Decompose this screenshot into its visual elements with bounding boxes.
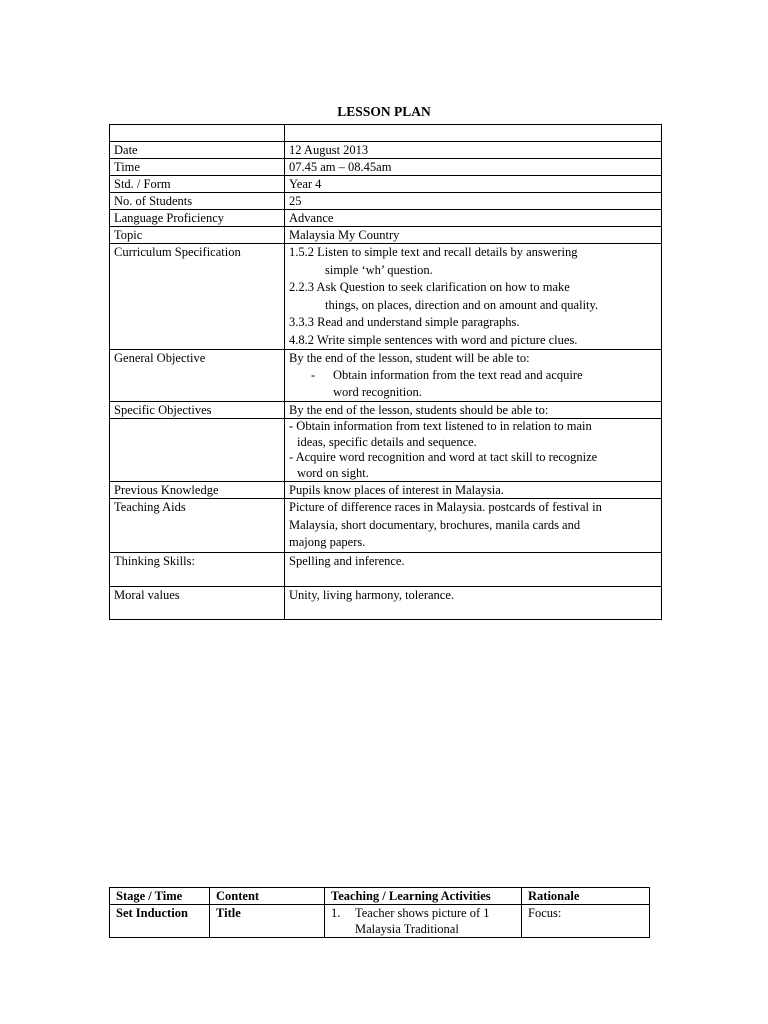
row-label: Teaching Aids	[110, 499, 285, 553]
table-row-previous-knowledge	[110, 482, 662, 499]
row-value: Malaysia My Country	[285, 227, 662, 244]
curriculum-item	[289, 314, 657, 332]
stage-cell: Set Induction	[110, 905, 210, 938]
curriculum-item-text: 3.3.3 Read and understand simple paragraphs.	[289, 315, 520, 329]
row-value: Spelling and inference.	[285, 552, 662, 586]
curriculum-item-text: 2.2.3 Ask Question to seek clarification on how to make	[289, 280, 570, 294]
curriculum-item-text: simple ‘wh’ question.	[325, 262, 433, 277]
row-value: 25	[285, 193, 662, 210]
curriculum-item-text: 4.8.2 Write simple sentences with word and picture clues.	[289, 332, 578, 347]
table-row-topic	[110, 227, 662, 244]
bullet-text: Obtain information from the text read and acquire	[333, 368, 583, 382]
row-value: Advance	[285, 210, 662, 227]
row-value: Year 4	[285, 176, 662, 193]
teaching-aids-line: Malaysia, short documentary, brochures, manila cards and	[289, 517, 581, 532]
row-label: Specific Objectives	[110, 402, 285, 419]
empty-cell	[110, 419, 285, 482]
objective-item: - Acquire word recognition and word at tact skill to recognize	[289, 450, 598, 464]
specific-objectives-intro: By the end of the lesson, students should be able to:	[285, 402, 662, 419]
row-label: Date	[110, 142, 285, 159]
content-cell: Title	[210, 905, 325, 938]
teaching-aids-line: majong papers.	[289, 535, 366, 549]
column-header: Rationale	[522, 888, 650, 905]
row-label: Moral values	[110, 586, 285, 619]
specific-objectives-list	[285, 419, 662, 482]
rationale-cell: Focus:	[522, 905, 650, 938]
table-row-time	[110, 159, 662, 176]
objective-item: word on sight.	[297, 465, 369, 480]
empty-cell	[110, 125, 285, 142]
row-label: Std. / Form	[110, 176, 285, 193]
column-header: Stage / Time	[110, 888, 210, 905]
table-row-moral-values	[110, 586, 662, 619]
curriculum-item	[289, 279, 657, 314]
table-row-proficiency	[110, 210, 662, 227]
row-label: Language Proficiency	[110, 210, 285, 227]
curriculum-item-text: things, on places, direction and on amount and quality.	[325, 297, 599, 312]
table-row-thinking-skills	[110, 552, 662, 586]
lesson-plan-table	[109, 124, 662, 620]
curriculum-item	[289, 332, 657, 350]
column-header: Teaching / Learning Activities	[325, 888, 522, 905]
document-title: LESSON PLAN	[337, 104, 431, 119]
objective-bullet	[289, 367, 657, 401]
row-label: No. of Students	[110, 193, 285, 210]
table-row	[110, 125, 662, 142]
row-label: Time	[110, 159, 285, 176]
bullet-text: word recognition.	[333, 385, 422, 399]
row-value: 07.45 am – 08.45am	[285, 159, 662, 176]
column-header: Content	[210, 888, 325, 905]
row-label: Thinking Skills:	[110, 552, 285, 586]
activity-number: 1.	[331, 906, 341, 920]
stage-table	[109, 887, 650, 938]
curriculum-list	[285, 244, 662, 350]
objective-item: ideas, specific details and sequence.	[297, 434, 477, 449]
row-label: General Objective	[110, 350, 285, 402]
teaching-aids-line: Picture of difference races in Malaysia. postcards of festival in	[289, 500, 602, 514]
objective-intro: By the end of the lesson, student will be able to:	[289, 351, 530, 365]
activity-text	[355, 905, 490, 937]
activity-text-line: Teacher shows picture of 1	[355, 906, 490, 920]
row-value: 12 August 2013	[285, 142, 662, 159]
activity-item	[331, 905, 515, 937]
teaching-aids-cell	[285, 499, 662, 553]
activity-cell	[325, 905, 522, 938]
objective-item: - Obtain information from text listened to in relation to main	[289, 419, 592, 433]
activity-text-line: Malaysia Traditional	[355, 922, 459, 936]
table-row-std-form	[110, 176, 662, 193]
stage-table-row	[110, 905, 650, 938]
table-row-students	[110, 193, 662, 210]
table-row-specific-objectives	[110, 402, 662, 419]
row-value: Pupils know places of interest in Malaysia.	[285, 482, 662, 499]
table-row-specific-objectives-items	[110, 419, 662, 482]
row-label: Topic	[110, 227, 285, 244]
general-objective-cell	[285, 350, 662, 402]
curriculum-item-text: 1.5.2 Listen to simple text and recall details by answering	[289, 245, 578, 259]
row-label: Curriculum Specification	[110, 244, 285, 350]
table-row-teaching-aids	[110, 499, 662, 553]
table-row-general-objective	[110, 350, 662, 402]
row-value: Unity, living harmony, tolerance.	[285, 586, 662, 619]
table-row-date	[110, 142, 662, 159]
table-row-curriculum	[110, 244, 662, 350]
empty-cell	[285, 125, 662, 142]
stage-table-header	[110, 888, 650, 905]
bullet-marker: -	[311, 368, 316, 382]
curriculum-item	[289, 244, 657, 279]
row-label: Previous Knowledge	[110, 482, 285, 499]
